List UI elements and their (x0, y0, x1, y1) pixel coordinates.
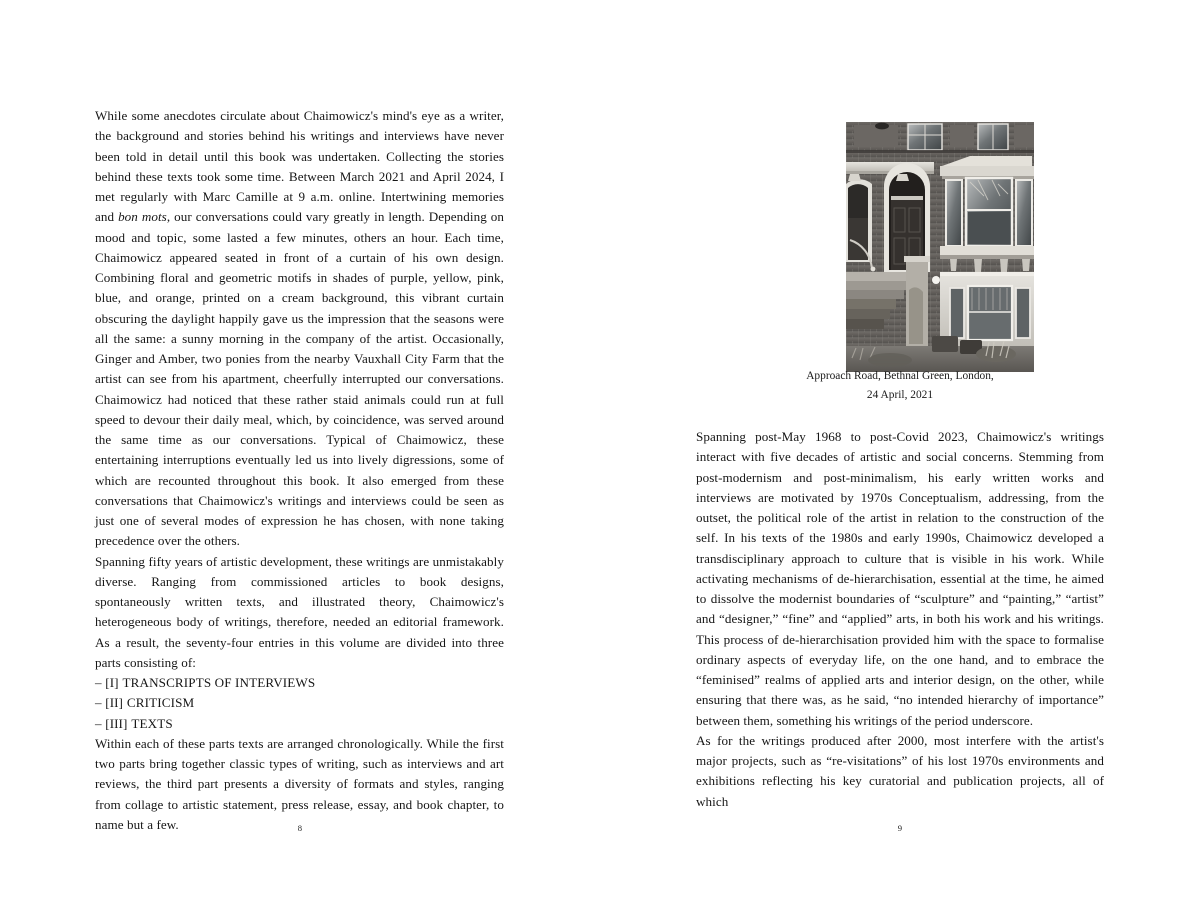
paragraph-spanning-fifty-years: Spanning fifty years of artistic development, these writings are unmistakably diverse. Ranging from commissioned articles to book designs, spontaneously written texts, and illustrated theory, Chaimowicz's heterogeneous body of writings, therefore, needed an editorial framework. As a result, the seventy-four entries in this volume are divided into three parts consisting of: (95, 553, 504, 670)
parts-list-label-2: CRITICISM (126, 695, 195, 711)
parts-list-numeral-2: [II] (105, 695, 123, 711)
list-dash-icon: – (95, 695, 102, 711)
page-number-left: 8 (297, 823, 303, 833)
list-dash-icon: – (95, 675, 102, 690)
parts-list-numeral-3: [III] (105, 715, 128, 731)
parts-list-item-transcripts (95, 673, 504, 693)
italic-phrase-bon-mots: bon mots (118, 209, 167, 225)
paragraph-opening (95, 106, 504, 552)
parts-list-item-texts (95, 714, 504, 734)
page-number-right: 9 (897, 823, 903, 833)
paragraph-as-for-the-writings: As for the writings produced after 2000, most interfere with the artist's major projects, such as “re-visitations” of his lost 1970s environments and exhibitions reflecting his key curatorial and publication projects, all of which (696, 732, 1104, 809)
paragraph-opening-part2: , our conversations could vary greatly in length. Depending on mood and topic, some lasted a few minutes, others an hour. Each time, Chaimowicz appeared seated in front of a curtain of his own design. Combining floral and geometric motifs in shades of purple, yellow, pink, blue, and orange, printed on a cream background, this vibrant curtain obscuring the daylight happily gave us the impression that the seasons were all the same: a sunny morning in the company of the artist. Occasionally, Ginger and Amber, two ponies from the nearby Vauxhall City Farm that the artist can see from his apartment, cheerfully interrupted our conversations. Chaimowicz had noticed that these rather staid animals could run at full speed to devour their daily meal, which, by coincidence, was served around the same time as our conversations. Typical of Chaimowicz, these entertaining interruptions eventually led us into lively digressions, some of which are recounted throughout this book. It also emerged from these conversations that Chaimowicz's writings and interviews could be seen as just one of several modes of expression he has chosen, with none taking precedence over the others. (95, 209, 504, 549)
figure-caption (796, 367, 1004, 405)
right-page-body (696, 427, 1104, 812)
parts-list-numeral-1: [I] (105, 675, 119, 690)
left-page-body (95, 106, 504, 835)
figure-caption-line-1: Approach Road, Bethnal Green, London, (806, 370, 994, 382)
photograph-terraced-house (846, 122, 1034, 372)
figure-approach-road (846, 122, 1034, 372)
paragraph-opening-part1: While some anecdotes circulate about Chaimowicz's mind's eye as a writer, the background and stories behind his writings and interviews have never been told in detail until this book was undertaken. Collecting the stories behind these texts took some time. Between March 2021 and April 2024, I met regularly with Marc Camille at 9 a.m. online. Intertwining memories and (95, 108, 504, 225)
parts-list-label-1: TRANSCRIPTS OF INTERVIEWS (122, 675, 316, 690)
parts-list-label-3: TEXTS (131, 715, 173, 731)
figure-caption-line-2: 24 April, 2021 (866, 389, 934, 401)
parts-list (95, 673, 504, 734)
paragraph-within-each-part: Within each of these parts texts are arranged chronologically. While the first two parts bring together classic types of writing, such as interviews and art reviews, the third part presents a diversity of formats and styles, ranging from collage to artistic statement, press release, essay, and book chapter, to name but a few. (95, 735, 504, 832)
page-right (600, 0, 1200, 900)
list-dash-icon: – (95, 715, 102, 731)
parts-list-item-criticism (95, 693, 504, 713)
paragraph-spanning-post-may: Spanning post-May 1968 to post-Covid 2023, Chaimowicz's writings interact with five decades of artistic and social concerns. Stemming from post-modernism and post-minimalism, his early written works and interviews are motivated by 1970s Conceptualism, addressing, from the outset, the political role of the artist in relation to the construction of the self. In his texts of the 1980s and early 1990s, Chaimowicz developed a transdisciplinary approach to culture that is visible in his work. While activating mechanisms of de-hierarchisation, essential at the time, he aimed to dissolve the modernist boundaries of “sculpture” and “painting,” “artist” and “designer,” “fine” and “applied” arts, in both his work and his writings. This process of de-hierarchisation provided him with the space to formalise ordinary aspects of everyday life, on the one hand, and to embrace the “feminised” realms of applied arts and interior design, on the other, while ensuring that there was, as he said, “no intended hierarchy of importance” between them, something his writings of the period underscore. (696, 429, 1104, 728)
